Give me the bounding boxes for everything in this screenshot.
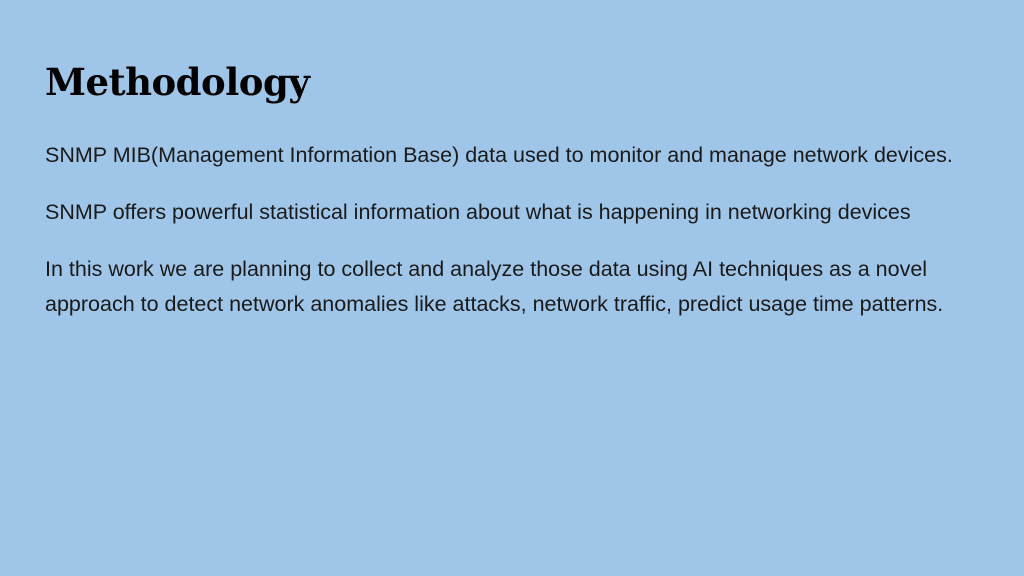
paragraph-snmp-statistics: SNMP offers powerful statistical information about what is happening in networking devices [45, 200, 911, 224]
slide-title: Methodology [45, 60, 310, 104]
slide-body [45, 138, 979, 322]
paragraph-snmp-mib: SNMP MIB(Management Information Base) data used to monitor and manage network devices. [45, 143, 953, 167]
paragraph-ai-approach: In this work we are planning to collect and analyze those data using AI techniques as a novel approach to detect network anomalies like attacks, network traffic, predict usage time patterns. [45, 257, 944, 316]
